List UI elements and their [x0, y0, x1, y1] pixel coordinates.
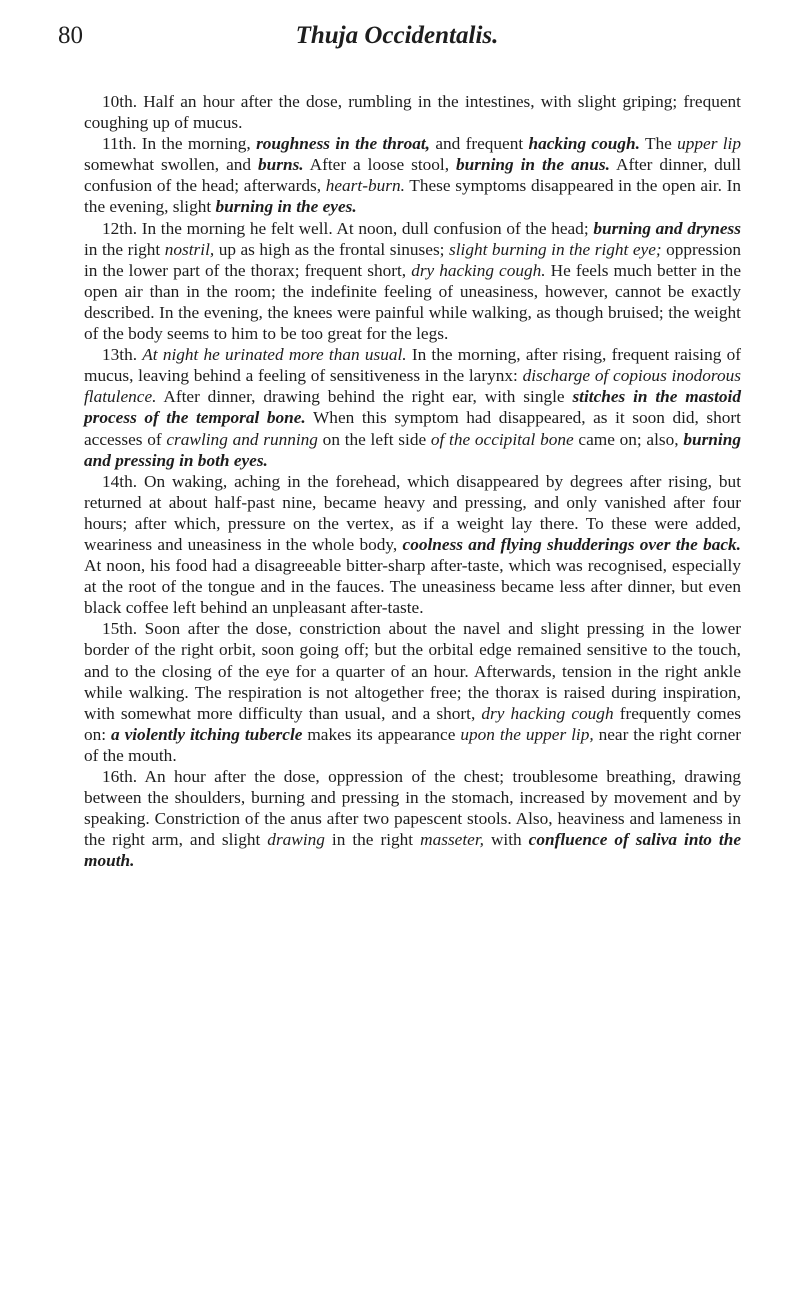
emphasized-text: hacking cough.: [528, 134, 640, 154]
body-text: [84, 91, 741, 871]
text-run: near the right corner of the mouth.: [84, 724, 741, 765]
emphasized-text: dry hacking cough.: [411, 260, 546, 280]
emphasized-text: burning and pressing in both eyes.: [84, 429, 741, 470]
emphasized-text: a violently itching tubercle: [111, 724, 303, 744]
text-run: 16th. An hour after the dose, oppression of the chest; troublesome breathing, drawing between the shoulders, burning and pressing in the stomach, increased by movement and by speaking. Constriction of the anus after two papescent stools. Also, heaviness and lameness in the right arm, and slight: [84, 767, 741, 850]
emphasized-text: dry hacking cough: [481, 703, 614, 723]
running-title: Thuja Occidentalis.: [295, 22, 499, 49]
text-run: At noon, his food had a disagreeable bitter-sharp after-taste, which was recognised, especially at the root of the tongue and in the fauces. The uneasiness became less after dinner, but even black coffee left behind an unpleasant after-taste.: [84, 556, 741, 618]
text-run: makes its appearance: [302, 724, 461, 744]
text-run: came on; also,: [573, 429, 684, 449]
emphasized-text: burning and dryness: [593, 218, 742, 238]
text-run: in the right: [324, 830, 421, 850]
text-run: After a loose stool,: [303, 155, 457, 175]
emphasized-text: masseter,: [420, 830, 484, 850]
emphasized-text: nostril,: [164, 239, 215, 259]
text-run: 10th. Half an hour after the dose, rumbling in the intestines, with slight griping; frequent coughing up of mucus.: [84, 92, 741, 133]
text-run: somewhat swollen, and: [84, 155, 258, 175]
page-header: [58, 22, 736, 52]
paragraph: [84, 91, 741, 133]
paragraph: [84, 766, 741, 871]
paragraph: [84, 618, 741, 766]
text-run: 13th.: [102, 345, 143, 365]
paragraph: [84, 218, 741, 345]
emphasized-text: burns.: [257, 155, 304, 175]
paragraph: [84, 471, 741, 619]
text-run: frequently comes on:: [84, 703, 741, 744]
text-run: After dinner, dull confusion of the head; afterwards,: [84, 155, 741, 196]
text-run: up as high as the frontal sinuses;: [214, 239, 449, 259]
text-run: and frequent: [430, 134, 529, 154]
text-run: with: [483, 830, 529, 850]
text-run: He feels much better in the open air than in the room; the indefinite feeling of uneasiness, however, cannot be exactly described. In the evening, the knees were painful while walking, as though bruised; the weight of the body seems to him to be too great for the legs.: [84, 260, 741, 344]
emphasized-text: stitches in the mastoid process of the temporal bone.: [84, 387, 741, 428]
paragraph: [84, 344, 741, 471]
text-run: 14th. On waking, aching in the forehead, which disappeared by degrees after rising, but returned at about half-past nine, became heavy and pressing, and only vanished after four hours; after which, pressure on the vertex, as if a weight lay there. To these were added, weariness and uneasiness in the whole body,: [84, 471, 741, 554]
text-run: When this symptom had disappeared, as it soon did, short accesses of: [84, 408, 741, 449]
text-run: 15th. Soon after the dose, constriction about the navel and slight pressing in the lower border of the right orbit, soon going off; but the orbital edge remained sensitive to the touch, and to the closing of the eye for a quarter of an hour. Afterwards, tension in the right ankle while walking. The respiration is not altogether free; the thorax is raised during inspiration, with somewhat more difficulty than usual, and a short,: [84, 619, 741, 723]
paragraph: [84, 133, 741, 217]
emphasized-text: upper lip: [677, 134, 742, 154]
emphasized-text: roughness in the throat,: [256, 134, 431, 154]
text-run: After dinner, drawing behind the right ear, with single: [156, 387, 573, 407]
emphasized-text: heart-burn.: [325, 176, 405, 196]
emphasized-text: drawing: [267, 830, 325, 850]
text-run: These symptoms disappeared in the open air. In the evening, slight: [84, 176, 741, 217]
emphasized-text: confluence of saliva into the mouth.: [84, 830, 741, 871]
page-number: 80: [58, 22, 83, 49]
emphasized-text: burning in the anus.: [456, 155, 610, 175]
emphasized-text: slight burning in the right eye;: [449, 239, 662, 259]
emphasized-text: burning in the eyes.: [215, 197, 357, 217]
text-run: 11th. In the morning,: [102, 134, 257, 154]
emphasized-text: coolness and flying shudderings over the back.: [402, 534, 741, 554]
text-run: on the left side: [317, 429, 431, 449]
text-run: The: [639, 134, 678, 154]
emphasized-text: of the occipital bone: [430, 429, 574, 449]
emphasized-text: upon the upper lip,: [460, 724, 594, 744]
text-run: oppression in the lower part of the thorax; frequent short,: [84, 239, 742, 280]
text-run: In the morning, after rising, frequent raising of mucus, leaving behind a feeling of sensitiveness in the larynx:: [84, 345, 741, 386]
emphasized-text: discharge of copious inodorous flatulence.: [84, 366, 741, 407]
text-run: 12th. In the morning he felt well. At noon, dull confusion of the head;: [102, 218, 594, 238]
text-run: in the right: [84, 239, 165, 259]
emphasized-text: At night he urinated more than usual.: [142, 345, 407, 365]
emphasized-text: crawling and running: [166, 429, 318, 449]
